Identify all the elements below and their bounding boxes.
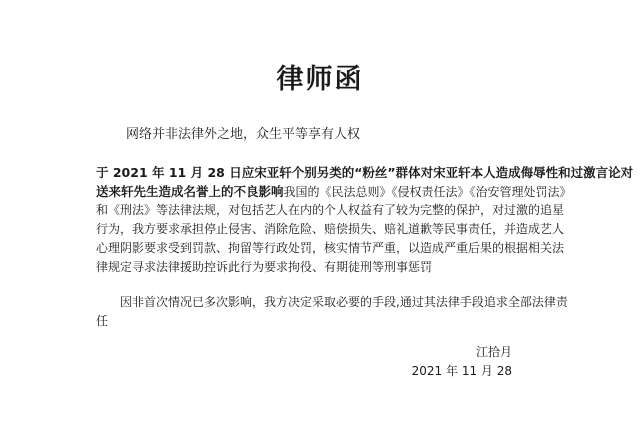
paragraph-closing-line-2: 任	[96, 314, 109, 328]
paragraph-main-line-5: 心理阴影要求受到罚款、拘留等行政处罚，核实情节严重，以造成严重后果的根据相关法	[96, 241, 565, 255]
paragraph-closing-line-1: 因非首次情况已多次影响，我方决定采取必要的手段,通过其法律手段追求全部法律责	[120, 295, 568, 309]
paragraph-closing	[96, 293, 568, 331]
paragraph-main-line-6: 律规定寻求法律援助控诉此行为要求拘役、有期徒刑等刑事惩罚	[96, 260, 433, 274]
paragraph-main-line-3: 和《刑法》等法律法规，对包括艺人在内的个人权益有了较为完整的保护，对过激的追星	[96, 203, 565, 217]
paragraph-main-line-2-bold: 送来轩先生造成名誉上的不良影响	[96, 184, 284, 199]
paragraph-main	[96, 163, 634, 277]
paragraph-main-line-4: 行为，我方要求承担停止侵害、消除危险、赔偿损失、赔礼道歉等民事责任，并造成艺人	[96, 222, 565, 236]
paragraph-main-line-2	[96, 182, 572, 201]
signature-date: 2021 年 11 月 28	[411, 364, 512, 378]
paragraph-main-line-1: 于 2021 年 11 月 28 日应宋亚轩个别另类的“粉丝”群体对宋亚轩本人造成侮辱性和过激言论对	[96, 165, 634, 180]
document-subtitle: 网络并非法律外之地，众生平等享有人权	[126, 127, 361, 142]
paragraph-main-line-2-rest: 我国的《民法总则》《侵权责任法》《治安管理处罚法》	[283, 185, 572, 199]
signature-name: 江拾月	[475, 345, 512, 359]
document-title: 律师函	[276, 64, 364, 95]
